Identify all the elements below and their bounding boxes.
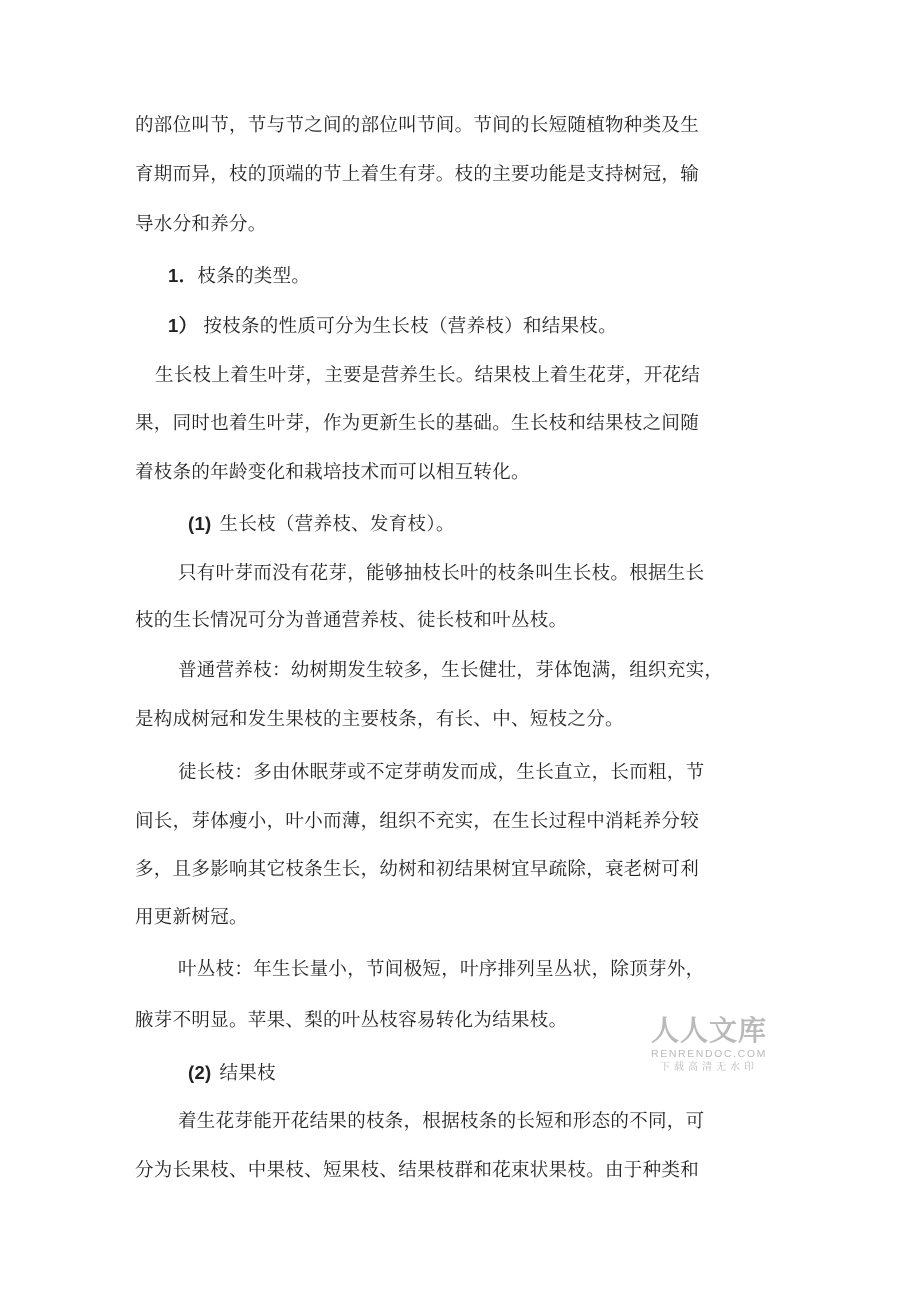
text-line: 多，且多影响其它枝条生长，幼树和初结果树宜早疏除，衰老树可利 — [135, 859, 700, 880]
text-line: 的部位叫节，节与节之间的部位叫节间。节间的长短随植物种类及生 — [135, 115, 700, 136]
subsection-title: 按枝条的性质可分为生长枝（营养枝）和结果枝。 — [203, 316, 617, 337]
watermark — [644, 1015, 774, 1074]
subsection-number: 1） — [168, 315, 198, 336]
text-line: 徒长枝：多由休眠芽或不定芽萌发而成，生长直立，长而粗，节 — [178, 762, 705, 783]
section-heading-1 — [168, 264, 310, 289]
section-title: 枝条的类型。 — [197, 266, 311, 287]
item-heading-1 — [188, 512, 455, 537]
text-line: 叶丛枝：年生长量小，节间极短，叶序排列呈丛状，除顶芽外， — [178, 959, 705, 980]
text-line: 果，同时也着生叶芽，作为更新生长的基础。生长枝和结果枝之间随 — [135, 413, 700, 434]
section-number: 1． — [168, 265, 198, 286]
item-heading-2 — [188, 1061, 276, 1086]
text-line: 用更新树冠。 — [135, 907, 248, 928]
text-line: 着枝条的年龄变化和栽培技术而可以相互转化。 — [135, 462, 530, 483]
watermark-subtitle: 下载高清无水印 — [660, 1062, 758, 1073]
watermark-title: 人人文库 — [650, 1014, 767, 1047]
text-line: 普通营养枝：幼树期发生较多，生长健壮，芽体饱满，组织充实， — [178, 660, 724, 681]
item-title: 结果枝 — [219, 1063, 276, 1084]
subsection-heading-1 — [168, 314, 617, 339]
text-line: 间长，芽体瘦小，叶小而薄，组织不充实，在生长过程中消耗养分较 — [135, 811, 700, 832]
text-line: 导水分和养分。 — [135, 214, 267, 235]
text-line: 只有叶芽而没有花芽，能够抽枝长叶的枝条叫生长枝。根据生长 — [178, 563, 705, 584]
text-line: 腋芽不明显。苹果、梨的叶丛枝容易转化为结果枝。 — [135, 1010, 568, 1031]
item-number: (1) — [188, 513, 212, 534]
watermark-url: RENRENDOC.COM — [651, 1048, 767, 1060]
text-line: 着生花芽能开花结果的枝条，根据枝条的长短和形态的不同，可 — [178, 1111, 705, 1132]
text-line: 分为长果枝、中果枝、短果枝、结果枝群和花束状果枝。由于种类和 — [135, 1160, 700, 1181]
text-line: 枝的生长情况可分为普通营养枝、徒长枝和叶丛枝。 — [135, 610, 568, 631]
text-line: 是构成树冠和发生果枝的主要枝条，有长、中、短枝之分。 — [135, 709, 624, 730]
item-title: 生长枝（营养枝、发育枝）。 — [219, 514, 455, 535]
item-number: (2) — [188, 1062, 212, 1083]
text-line: 育期而异，枝的顶端的节上着生有芽。枝的主要功能是支持树冠，输 — [135, 164, 700, 185]
text-line: 生长枝上着生叶芽，主要是营养生长。结果枝上着生花芽，开花结 — [155, 365, 701, 386]
